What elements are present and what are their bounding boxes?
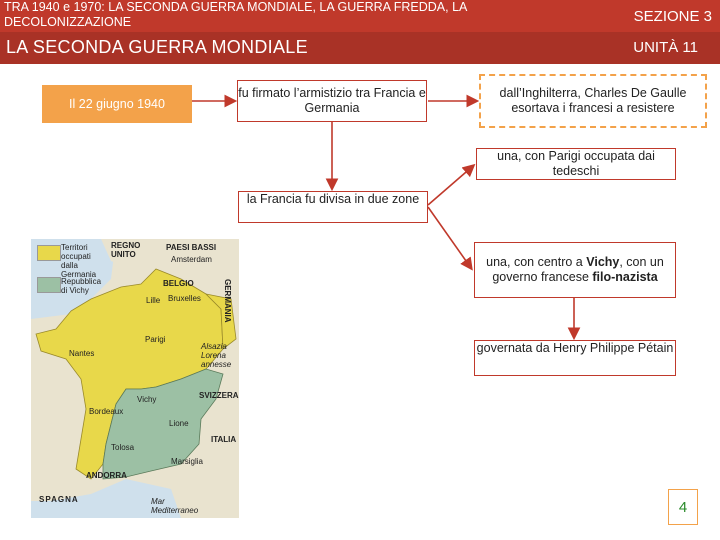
page-title: LA SECONDA GUERRA MONDIALE <box>6 37 308 57</box>
label-lille: Lille <box>146 296 161 305</box>
legend-swatch-vichy <box>37 277 61 293</box>
label-andorra: ANDORRA <box>86 471 127 480</box>
de-gaulle-text: dall’Inghilterra, Charles De Gaulle esortava i francesi a resistere <box>499 86 687 115</box>
vichy-text <box>475 255 675 285</box>
label-nantes: Nantes <box>69 349 95 358</box>
label-paesi-bassi: PAESI BASSI <box>166 243 217 252</box>
arrow-divided-occupied <box>428 166 473 205</box>
label-bordeaux: Bordeaux <box>89 407 124 416</box>
page-number: 4 <box>668 489 698 525</box>
label-spagna: SPAGNA <box>39 495 79 504</box>
supertitle: TRA 1940 e 1970: LA SECONDA GUERRA MONDIALE, LA GUERRA FREDDA, LA DECOLONIZZAZIONE <box>4 0 467 29</box>
legend-swatch-occupied <box>37 245 61 261</box>
occupied-zone-box: una, con Parigi occupata dai tedeschi <box>476 148 676 180</box>
divided-box: la Francia fu divisa in due zone <box>238 191 428 223</box>
legend-label-occupied: Territori occupati dalla Germania <box>61 243 97 279</box>
label-vichy: Vichy <box>137 395 157 404</box>
vichy-text-c: , con un governo francese <box>492 255 664 284</box>
armistice-box <box>237 80 427 122</box>
label-svizzera: SVIZZERA <box>199 391 239 400</box>
label-parigi: Parigi <box>145 335 166 344</box>
date-box: Il 22 giugno 1940 <box>42 85 192 123</box>
legend-label-vichy: Repubblica di Vichy <box>61 277 102 295</box>
label-lione: Lione <box>169 419 189 428</box>
vichy-text-a: una, con centro a <box>486 255 587 269</box>
france-map <box>31 239 239 518</box>
label-mare: Mar Mediterraneo <box>151 497 199 515</box>
label-bruxelles: Bruxelles <box>168 294 201 303</box>
arrow-divided-vichy <box>428 207 471 268</box>
unit-label: UNITÀ 11 <box>633 39 698 56</box>
armistice-text: fu firmato l’armistizio tra Francia e Germania <box>238 86 426 115</box>
section-label: SEZIONE 3 <box>633 8 712 25</box>
label-alsazia: Alsazia Lorena annesse <box>201 342 232 369</box>
petain-box: governata da Henry Philippe Pétain <box>474 340 676 376</box>
vichy-text-b: Vichy <box>586 255 620 269</box>
label-regno-unito: REGNO UNITO <box>111 241 141 259</box>
label-italia: ITALIA <box>211 435 237 444</box>
label-tolosa: Tolosa <box>111 443 135 452</box>
label-amsterdam: Amsterdam <box>171 255 212 264</box>
de-gaulle-box <box>479 74 707 128</box>
vichy-text-d: filo-nazista <box>592 270 658 284</box>
vichy-box <box>474 242 676 298</box>
label-belgio: BELGIO <box>163 279 194 288</box>
label-marsiglia: Marsiglia <box>171 457 204 466</box>
label-germania: GERMANIA <box>223 279 232 323</box>
